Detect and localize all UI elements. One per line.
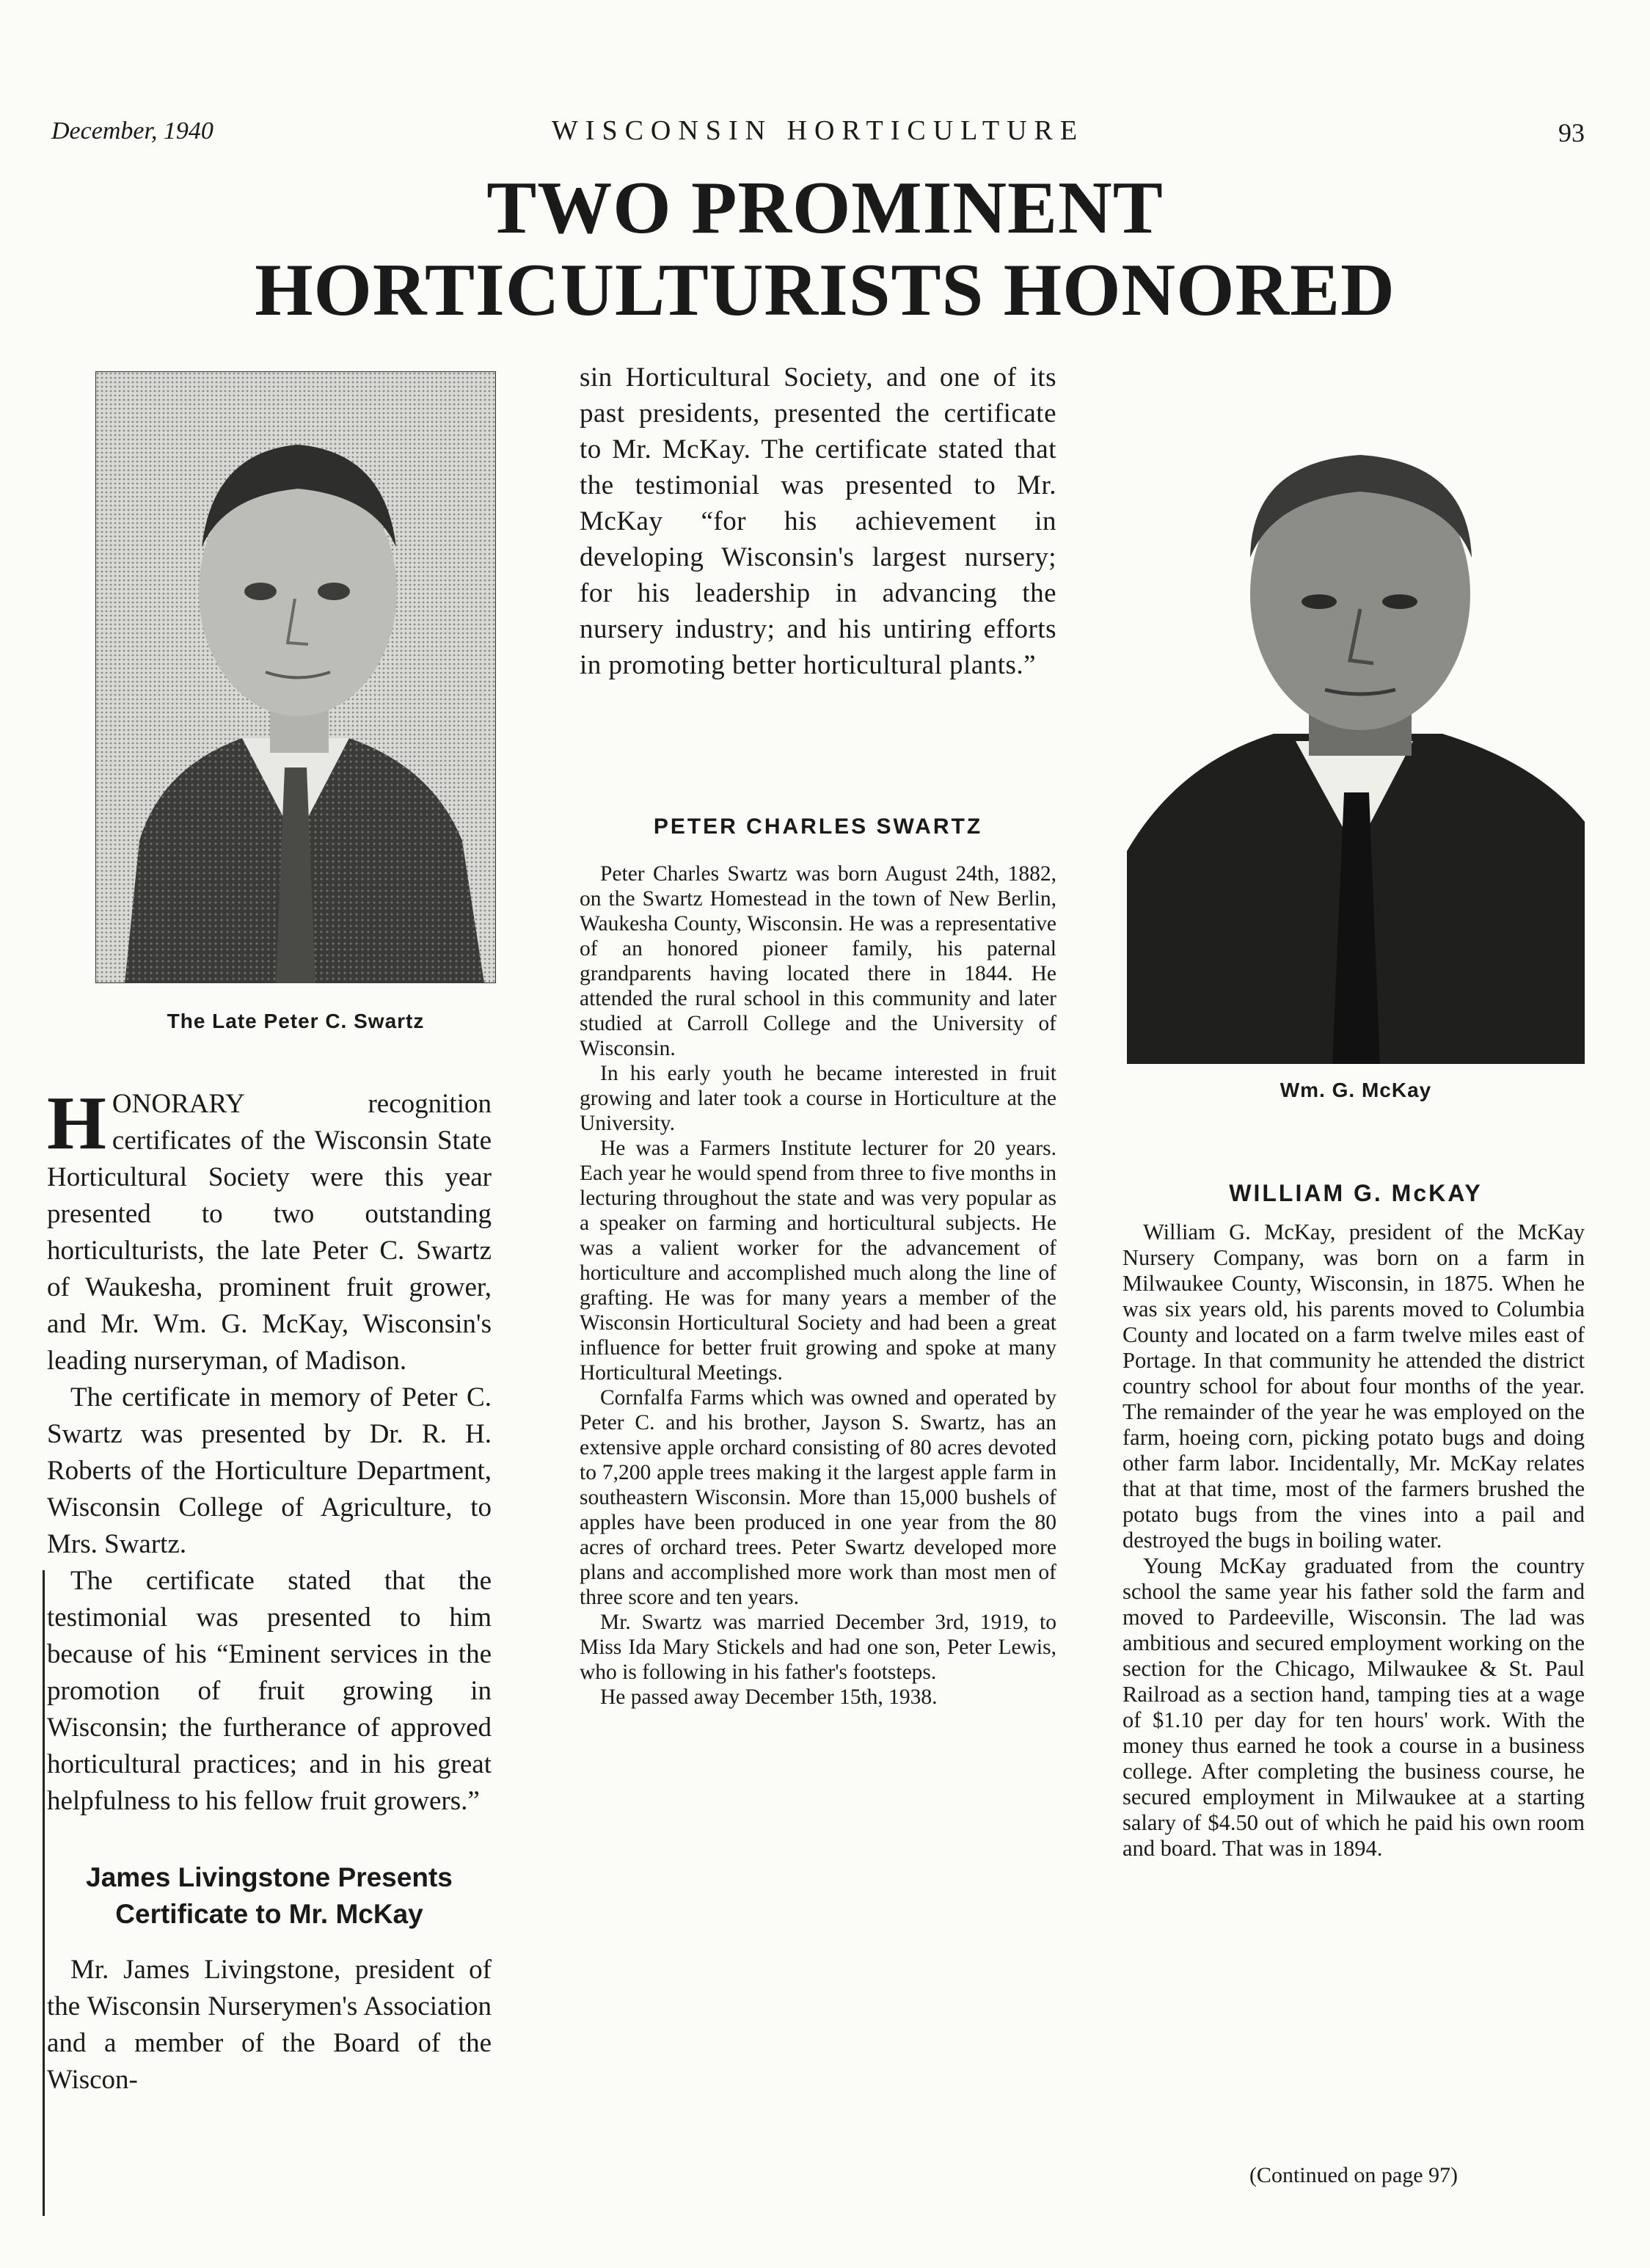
mckay-heading: WILLIAM G. McKAY xyxy=(1229,1180,1483,1206)
swartz-biography xyxy=(580,861,1056,1710)
mckay-paragraph-2: Young McKay graduated from the country school the same year his father sold the farm and moved to Pardeeville, Wisconsin. The lad was ambitious and secured employment working on the section for the Chicago, Milwaukee & St. Paul Railroad as a section hand, tamping ties at a wage of $1.10 per day for ten hours' work. With the money thus earned he took a course in a business college. After completing the business course, he secured employment in Milwaukee at a starting salary of $4.50 out of which he paid his own room and board. That was in 1894. xyxy=(1122,1553,1585,1861)
journal-name: WISCONSIN HORTICULTURE xyxy=(551,115,1085,146)
swartz-paragraph-5: Mr. Swartz was married December 3rd, 1919, to Miss Ida Mary Stickels and had one son, Peter Lewis, who is following in his father's footsteps. xyxy=(580,1611,1056,1684)
page-number: 93 xyxy=(1558,118,1585,147)
article-title xyxy=(0,167,1650,332)
drop-cap: H xyxy=(47,1081,106,1165)
portrait-peter-swartz xyxy=(95,371,496,983)
title-line-1: TWO PROMINENT xyxy=(486,167,1164,249)
swartz-paragraph-1: Peter Charles Swartz was born August 24th, 1882, on the Swartz Homestead in the town of New Berlin, Waukesha County, Wisconsin. He was a representative of an honored pioneer family, his paternal grandparents having located there in 1844. He attended the rural school in this community and later studied at Carroll College and the University of Wisconsin. xyxy=(580,862,1056,1060)
continued-note: (Continued on page 97) xyxy=(1249,2163,1459,2187)
issue-date: December, 1940 xyxy=(51,117,213,145)
livingstone-continuation: sin Horticultural Society, and one of its past presidents, presented the certificate to Mr. McKay. The certificate stated that the testimonial was presented to Mr. McKay “for his achievement in developing Wisconsin's largest nursery; for his leadership in advancing the nursery industry; and his untiring efforts in promoting better horticultural plants.” xyxy=(580,362,1056,680)
caption-wm-mckay: Wm. G. McKay xyxy=(1280,1079,1432,1101)
portrait-wm-mckay xyxy=(1127,382,1585,1064)
swartz-paragraph-4: Cornfalfa Farms which was owned and operated by Peter C. and his brother, Jayson S. Swartz, has an extensive apple orchard consisting of 80 acres devoted to 7,200 apple trees making it the largest apple farm in southeastern Wisconsin. More than 15,000 bushels of apples have been produced in one year from the 80 acres of orchard trees. Peter Swartz developed more plans and accomplished more work than most men of three score and ten years. xyxy=(580,1386,1056,1609)
intro-paragraph-2: The certificate in memory of Peter C. Swartz was presented by Dr. R. H. Roberts of the Horticulture Department, Wisconsin College of Agriculture, to Mrs. Swartz. xyxy=(47,1382,492,1559)
swartz-paragraph-3: He was a Farmers Institute lecturer for 20 years. Each year he would spend from three to five months in lecturing throughout the state and was very popular as a speaker on farming and horticultural subjects. He was a valient worker for the advancement of horticulture and accomplished much along the line of grafting. He was for many years a member of the Wisconsin Horticultural Society and had been a great influence for better fruit growing and spoke at many Horticultural Meetings. xyxy=(580,1137,1056,1385)
intro-column xyxy=(47,1081,492,2099)
running-header xyxy=(51,110,1585,154)
caption-peter-swartz: The Late Peter C. Swartz xyxy=(167,1010,425,1032)
column-rule xyxy=(43,1570,45,2216)
livingstone-paragraph: Mr. James Livingstone, president of the Wisconsin Nurserymen's Association and a member of the Board of the Wiscon- xyxy=(47,1955,492,2095)
livingstone-subhead: James Livingstone Presents Certificate to Mr. McKay xyxy=(86,1862,453,1929)
swartz-paragraph-2: In his early youth he became interested in fruit growing and later took a course in Horticulture at the University. xyxy=(580,1062,1056,1135)
intro-paragraph-1: HONORARY recognition certificates of the Wisconsin State Horticultural Society were this year presented to two outstanding horticulturists, the late Peter C. Swartz of Waukesha, prominent fruit grower, and Mr. Wm. G. McKay, Wisconsin's leading nurseryman, of Madison. xyxy=(47,1081,492,1376)
title-line-2: HORTICULTURISTS HONORED xyxy=(255,249,1395,332)
mckay-biography xyxy=(1122,1219,1585,1862)
swartz-heading: PETER CHARLES SWARTZ xyxy=(653,814,983,839)
mckay-paragraph-1: William G. McKay, president of the McKay Nursery Company, was born on a farm in Milwaukee County, Wisconsin, in 1875. When he was six years old, his parents moved to Columbia County and located on a farm twelve miles east of Portage. In that community he attended the district country school for about four months of the year. The remainder of the year he was employed on the farm, hoeing corn, picking potato bugs and doing other farm labor. Incidentally, Mr. McKay relates that at that time, most of the farmers brushed the potato bugs from the vines into a pail and destroyed the bugs in boiling water. xyxy=(1122,1219,1585,1553)
intro-paragraph-3: The certificate stated that the testimonial was presented to him because of his “Eminent services in the promotion of fruit growing in Wisconsin; the furtherance of approved horticultural practices; and in his great helpfulness to his fellow fruit growers.” xyxy=(47,1566,492,1816)
swartz-paragraph-6: He passed away December 15th, 1938. xyxy=(600,1685,938,1709)
